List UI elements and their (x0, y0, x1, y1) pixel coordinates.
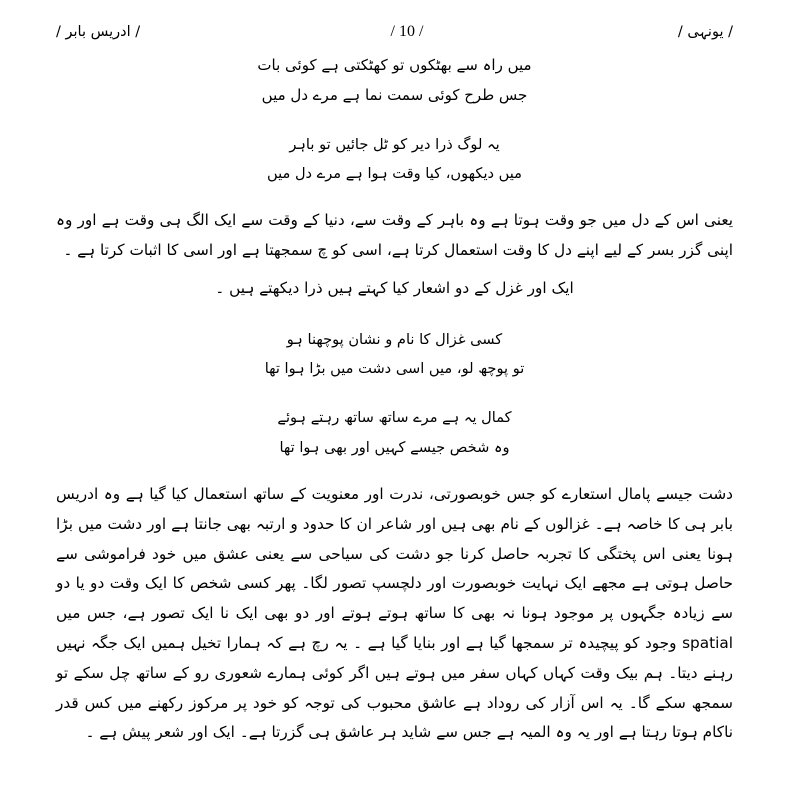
lead-line-1: ایک اور غزل کے دو اشعار کیا کہتے ہیں ذرا دیکھتے ہیں ۔ (215, 279, 574, 298)
header-book-title: / یونہی / (677, 24, 733, 40)
verse-block-4 (56, 403, 733, 461)
page-header (56, 20, 733, 44)
verse-line: میں راہ سے بھٹکوں تو کھٹکتی ہے کوئی بات (257, 56, 532, 74)
paragraph-1: یعنی اس کے دل میں جو وقت ہوتا ہے وہ باہر کے وقت سے، دنیا کے وقت سے ایک الگ ہی وقت ہے اور وہ اپنی گزر بسر کے لیے اپنے دل کا وقت استعمال کرتا ہے، اسی کو چ سمجھتا ہے اور اسی کا اثبات کرتا ہے ۔ (56, 211, 733, 260)
page-body (56, 50, 733, 748)
page-number: / 10 / (390, 23, 424, 40)
paragraph-2: دشت جیسے پامال استعارے کو جس خوبصورتی، ندرت اور معنویت کے ساتھ استعمال کیا گیا ہے وہ ادریس بابر ہی کا خاصہ ہے۔ غزالوں کے نام بھی ہیں اور شاعر ان کا حدود و ارتبہ بھی جانتا ہے اور دشت میں بڑا ہونا یعنی اس پختگی کا تجربہ حاصل کرنا جو دشت کی سیاحی سے یعنی عشق میں خود فراموشی سے حاصل ہوتی ہے مجھے ایک نہایت خوبصورت اور دلچسپ تصور لگا۔ پھر کسی شخص کا ایک وقت دو یا دو سے زیادہ جگہوں پر موجود ہونا نہ بھی کا ساتھ ہوتے ہوتے اور دو بھی ایک نا ایک تصور ہے، جس میں spatial وجود کو پیچیدہ تر سمجھا گیا ہے اور بنایا گیا ہے ۔ یہ رچ ہے کہ ہمارا تخیل ہمیں ایک جگہ نہیں رہنے دیتا۔ ہم بیک وقت کہاں کہاں سفر میں ہوتے ہیں اگر کوئی ہمارے شعوری رو کے ساتھ چل سکے تو سمجھ سکے گا۔ یہ اس آزار کی روداد ہے عاشق محبوب کی توجہ کو خود پر مرکوز رکھنے میں کس قدر ناکام ہوتا رہتا ہے اور یہ وہ المیہ ہے جس سے شاید ہر عاشق ہی گزرتا ہے۔ ایک اور شعر پیش ہے ۔ (56, 484, 733, 742)
verse-block-1 (56, 50, 733, 110)
verse-block-2 (56, 130, 733, 188)
verse-line: جس طرح کوئی سمت نما ہے مرے دل میں (261, 86, 528, 104)
verse-block-3 (56, 325, 733, 383)
verse-gap (56, 114, 733, 126)
verse-line: تو پوچھ لو، میں اسی دشت میں بڑا ہوا تھا (264, 360, 525, 378)
verse-line: وہ شخص جیسے کہیں اور بھی ہوا تھا (279, 438, 510, 456)
verse-line: کسی غزال کا نام و نشان پوچھنا ہو (286, 331, 503, 349)
verse-line: یہ لوگ ذرا دیر کو ٹل جائیں تو باہر (289, 136, 500, 153)
header-author-name: / ادریس بابر / (56, 24, 141, 40)
verse-line: کمال یہ ہے مرے ساتھ ساتھ رہتے ہوئے (277, 409, 512, 427)
verse-gap (56, 387, 733, 399)
spacer (56, 192, 733, 200)
spacer (56, 466, 733, 474)
spacer (56, 305, 733, 321)
verse-line: میں دیکھوں، کیا وقت ہوا ہے مرے دل میں (266, 165, 522, 183)
